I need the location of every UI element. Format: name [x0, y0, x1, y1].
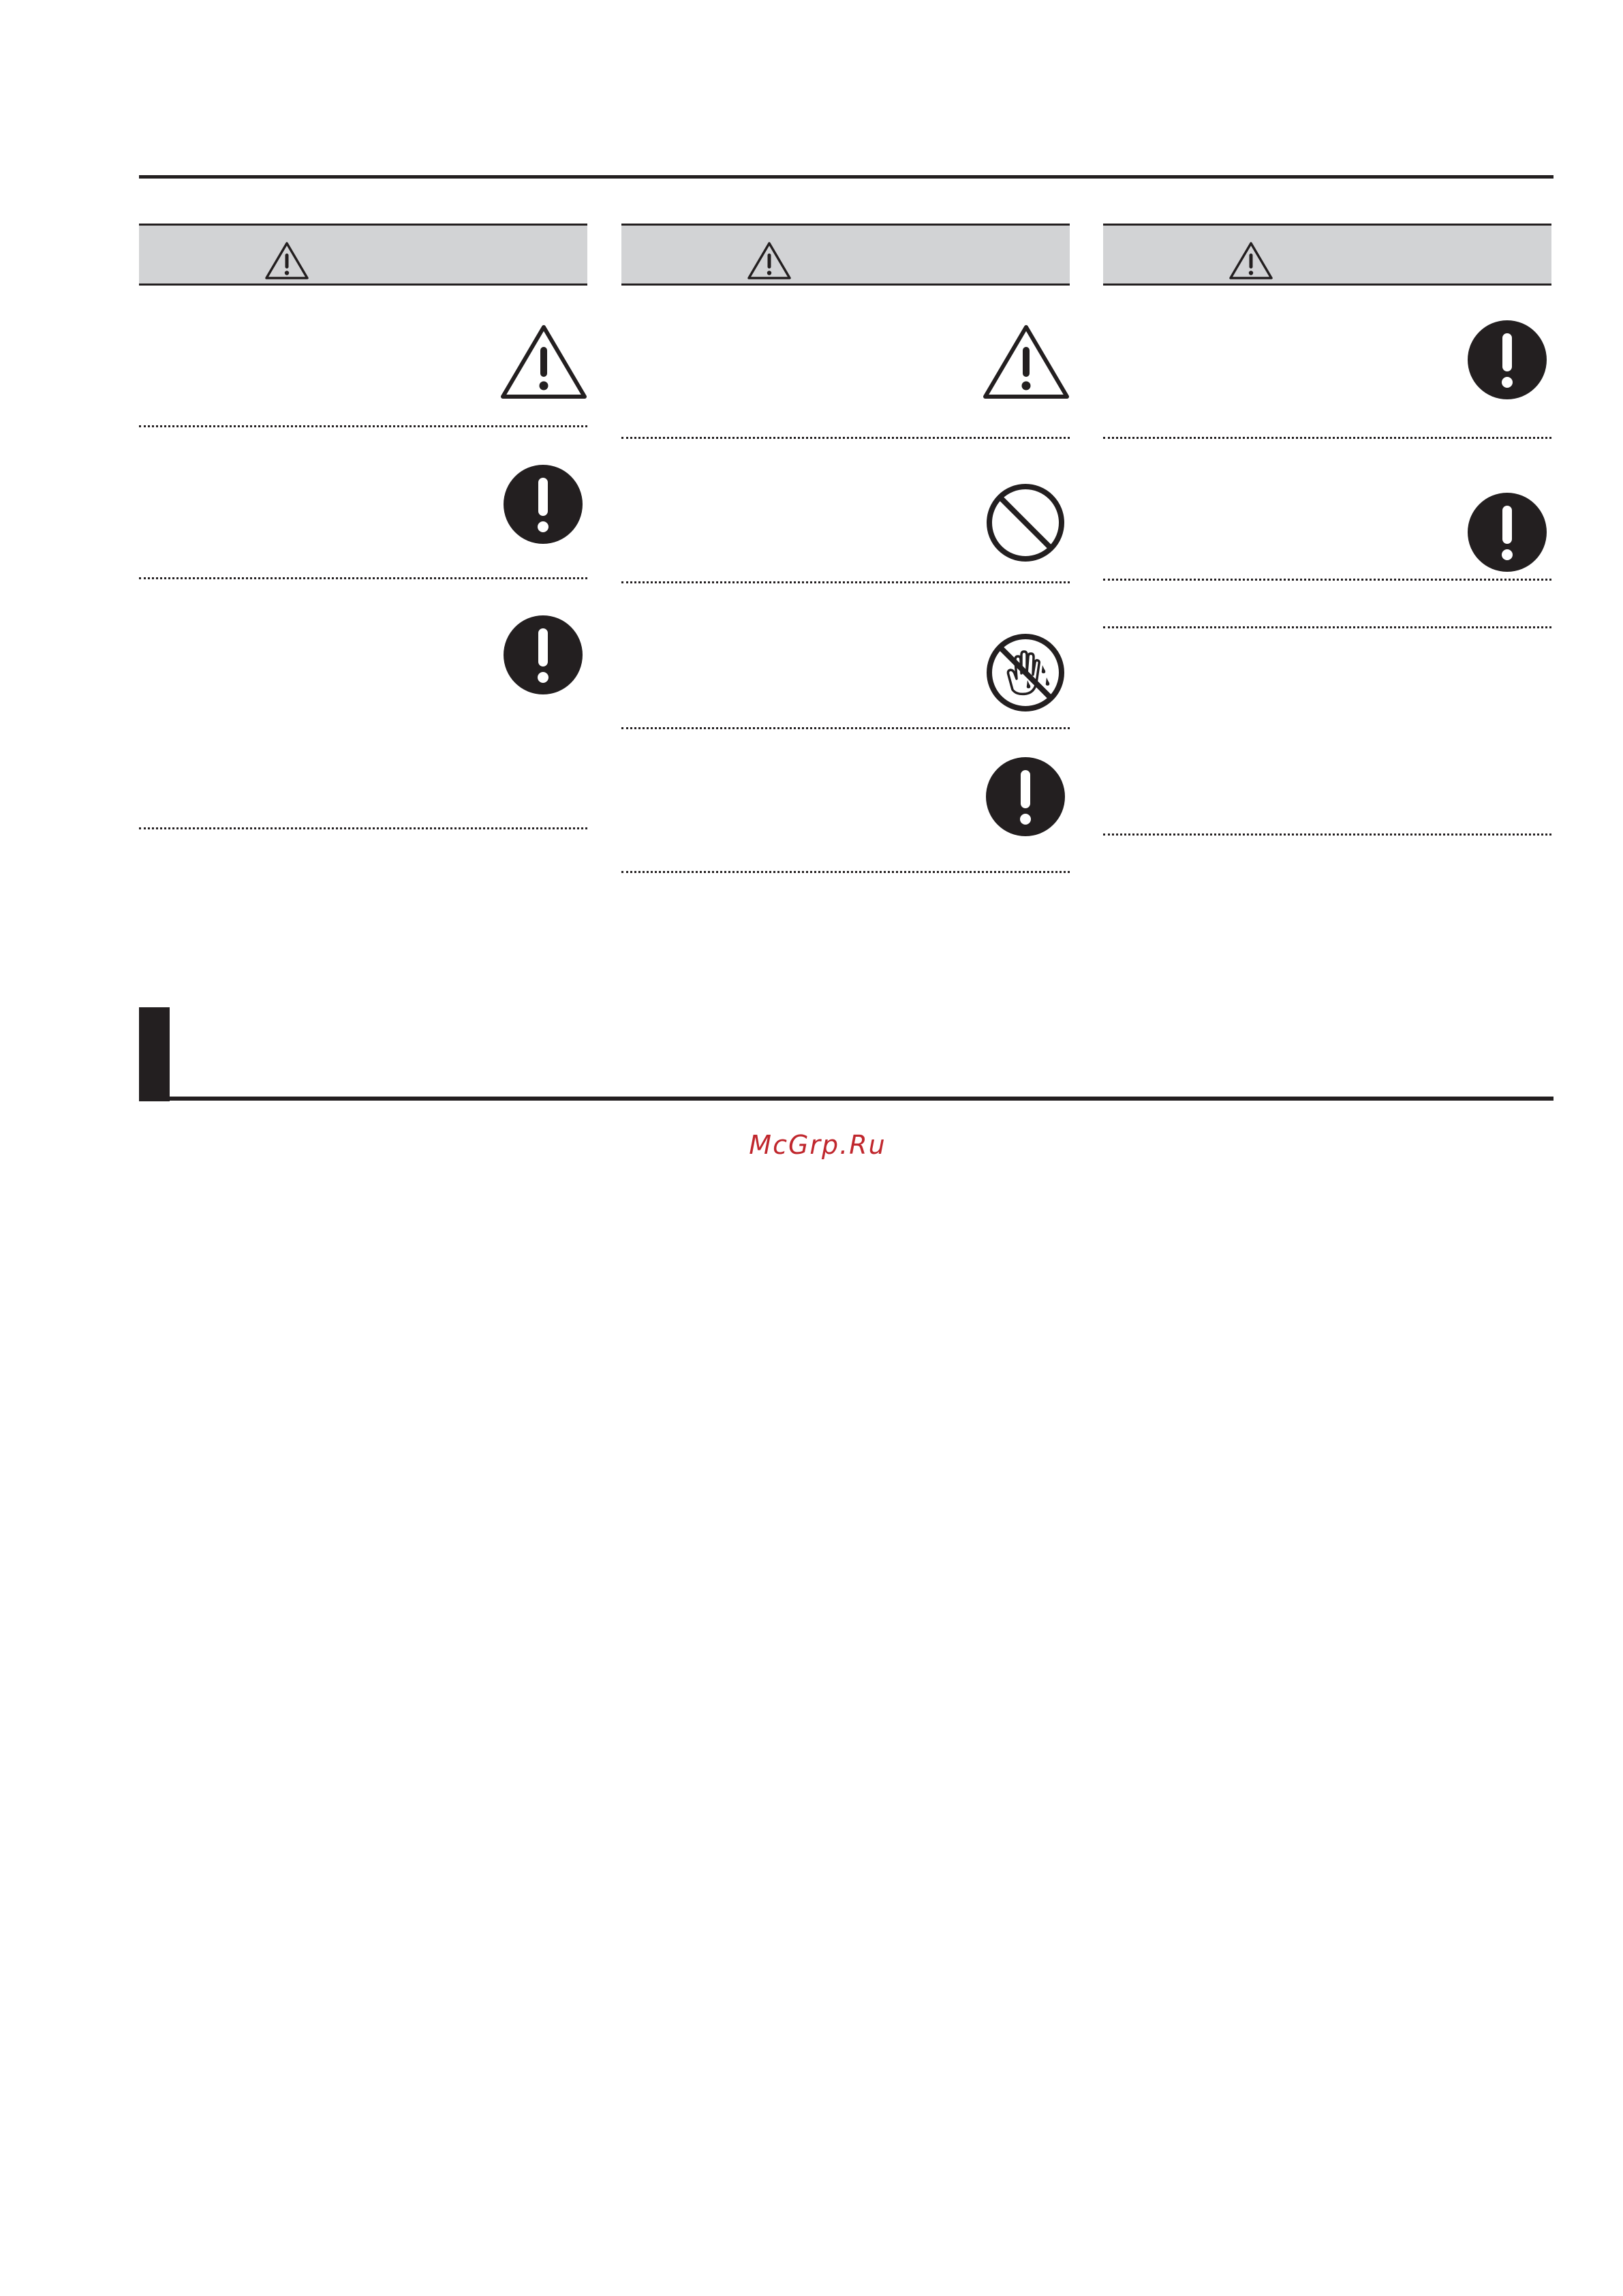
section-marker-block	[139, 1007, 170, 1101]
precaution-item	[1103, 581, 1551, 628]
column-header	[621, 224, 1070, 286]
watermark-text: McGrp.Ru	[749, 1130, 886, 1160]
precaution-item	[621, 729, 1070, 873]
precaution-item	[139, 286, 587, 427]
section-rule	[139, 1097, 1554, 1101]
mandatory-exclamation-icon	[503, 464, 583, 545]
warning-triangle-icon	[747, 241, 792, 280]
dotted-separator	[1103, 833, 1551, 836]
prohibition-icon	[985, 483, 1066, 563]
warning-triangle-icon	[264, 241, 309, 280]
warning-triangle-icon	[500, 324, 587, 400]
precaution-item	[1103, 628, 1551, 836]
mandatory-exclamation-icon	[985, 756, 1066, 837]
dotted-separator	[139, 827, 587, 829]
precaution-item	[139, 427, 587, 579]
dotted-separator	[621, 871, 1070, 873]
mandatory-exclamation-icon	[1467, 492, 1547, 572]
column-header	[139, 224, 587, 286]
no-wet-hands-icon	[985, 632, 1066, 713]
precaution-item	[621, 286, 1070, 439]
column-header	[1103, 224, 1551, 286]
precaution-item	[139, 579, 587, 829]
precaution-item	[1103, 286, 1551, 439]
warning-triangle-icon	[1228, 241, 1273, 280]
mandatory-exclamation-icon	[1467, 320, 1547, 400]
precaution-item	[621, 583, 1070, 729]
precaution-item	[621, 439, 1070, 583]
warning-triangle-icon	[983, 324, 1070, 400]
mandatory-exclamation-icon	[503, 615, 583, 695]
precaution-item	[1103, 439, 1551, 581]
top-rule	[139, 175, 1554, 179]
